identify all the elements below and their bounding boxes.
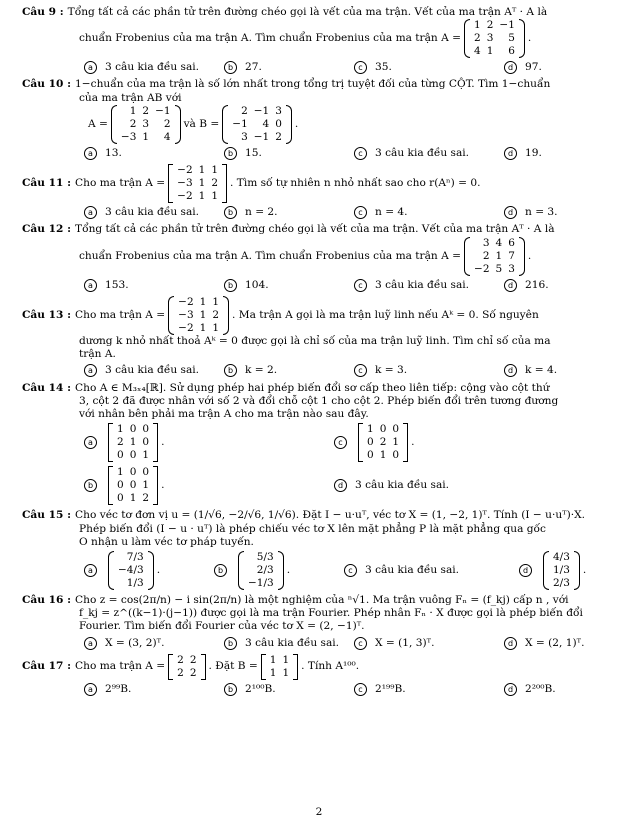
option-marker: c <box>354 683 367 696</box>
question-label: Câu 13 : <box>22 308 72 321</box>
matrix-entry: 1 <box>212 295 220 308</box>
option-b[interactable] <box>224 637 354 650</box>
matrix-entry: 1 <box>282 666 290 679</box>
matrix-right-delimiter <box>175 105 181 144</box>
vector <box>108 551 154 590</box>
option-text: 3 câu kia đều sai. <box>375 146 470 159</box>
matrix-entry: 1 <box>474 19 481 32</box>
option-b[interactable] <box>224 147 354 160</box>
question-16 <box>22 594 620 650</box>
question-text: Cho ma trận A = <box>75 177 166 190</box>
matrix-entry: 2 <box>177 653 184 666</box>
matrix-right-delimiter <box>403 423 408 462</box>
exam-page <box>22 6 620 700</box>
matrix-entry: 0 <box>129 449 137 462</box>
matrix-entry: 1 <box>129 492 137 505</box>
option-d[interactable] <box>504 364 638 377</box>
option-marker: b <box>224 364 237 377</box>
matrix-entry: 1 <box>211 164 219 177</box>
matrix-entry: −2 <box>474 262 490 275</box>
question-12: Câu 12 : Tổng tất cả các phần tử trên đường chéo gọi là vết của ma trận. Vết của ma trận Aᵀ · A là chuẩn Frobenius của ma trận A. Tìm chuẩn Frobenius của ma trận A = 3 4 6 2 1 7 −2 5 3 . a 153. b 104. c 3 câu kia đều sai. d 216. <box>22 223 620 291</box>
option-text: 97. <box>525 61 542 74</box>
option-c[interactable] <box>354 206 504 219</box>
matrix <box>108 423 158 462</box>
matrix-entry: 1 <box>486 45 494 58</box>
matrix-entry: 3 <box>142 117 150 130</box>
option-text: 13. <box>105 146 122 159</box>
matrix-entry: 1 <box>379 449 387 462</box>
matrix-entry: 1 <box>269 653 277 666</box>
question-text: Cho A ∈ M₃ₓ₄[ℝ]. Sử dụng phép hai phép biến đổi sơ cấp theo liên tiếp: cộng vào cột thứ <box>75 381 550 394</box>
matrix <box>464 19 525 58</box>
option-marker: b <box>224 637 237 650</box>
matrix-right-delimiter <box>222 164 227 203</box>
question-17 <box>22 654 620 696</box>
question-label: Câu 10 : <box>22 78 72 91</box>
matrix-entry: −2 <box>178 295 194 308</box>
options <box>22 279 620 292</box>
matrix-right-delimiter <box>286 105 292 144</box>
option-a[interactable] <box>84 637 224 650</box>
option-c[interactable] <box>344 551 519 590</box>
option-text: 3 câu kia đều sai. <box>105 364 200 377</box>
matrix-entry: 3 <box>241 130 248 143</box>
option-a[interactable] <box>84 279 224 292</box>
question-text: Fourier. Tìm biến đổi Fourier của véc tơ X = (2, −1)ᵀ. <box>79 620 365 633</box>
option-marker: a <box>84 637 97 650</box>
option-d[interactable] <box>504 147 638 160</box>
matrix-entry: 0 <box>142 423 150 436</box>
option-d[interactable] <box>504 637 638 650</box>
option-marker: a <box>84 564 97 577</box>
option-text: 19. <box>525 146 542 159</box>
matrix-entry: 0 <box>129 479 137 492</box>
matrix-entry: 1 <box>212 321 220 334</box>
option-text: 104. <box>245 278 269 291</box>
vector-options <box>22 551 620 590</box>
matrix-entries <box>173 654 200 680</box>
question-label: Câu 17 : <box>22 660 72 673</box>
matrix-entry: 6 <box>508 236 515 249</box>
option-d[interactable] <box>334 466 584 505</box>
question-text: . Đặt B = <box>208 660 258 673</box>
matrix-entry: −1/3 <box>248 576 274 589</box>
matrix-entry: 1 <box>198 164 206 177</box>
option-text: X = (3, 2)ᵀ. <box>105 636 165 649</box>
option-b[interactable] <box>224 279 354 292</box>
option-marker: c <box>354 279 367 292</box>
matrix-right-delimiter <box>153 466 158 505</box>
question-text: . Tìm số tự nhiên n nhỏ nhất sao cho r(Aⁿ) = 0. <box>230 177 481 190</box>
option-b[interactable] <box>224 364 354 377</box>
question-text: của ma trận AB với <box>79 91 182 104</box>
matrix-entry: 2 <box>211 177 219 190</box>
option-marker: d <box>519 564 532 577</box>
matrix-entry: 4 <box>495 236 503 249</box>
matrix-entry: 1/3 <box>553 563 570 576</box>
question-label: Câu 16 : <box>22 593 72 606</box>
matrix-entry: 2 <box>212 308 220 321</box>
matrix-entries <box>549 551 574 590</box>
option-text: 3 câu kia đều sai. <box>375 278 470 291</box>
matrix-entry: 2 <box>142 492 150 505</box>
page-number: 2 <box>315 806 323 818</box>
question-text: Tổng tất cả các phần tử trên đường chéo gọi là vết của ma trận. Vết của ma trận Aᵀ · A là <box>67 6 548 18</box>
option-d[interactable] <box>504 206 638 219</box>
option-d[interactable]: d 4/3 1/3 2/3 . <box>519 551 638 590</box>
option-marker: c <box>354 61 367 74</box>
option-text: k = 4. <box>525 364 558 377</box>
matrix-entries <box>113 423 153 462</box>
question-label: Câu 9 : <box>22 6 64 18</box>
matrix-a <box>111 105 181 144</box>
matrix-entries <box>266 654 293 680</box>
matrix-entry: −3 <box>178 308 194 321</box>
option-marker: b <box>224 683 237 696</box>
option-marker: b <box>224 279 237 292</box>
matrix-entries <box>470 237 519 276</box>
option-text: 2⁹⁹B. <box>105 682 132 695</box>
matrix-entry: 1 <box>117 466 124 479</box>
option-marker: d <box>504 683 517 696</box>
options <box>22 637 620 650</box>
option-c[interactable] <box>354 364 504 377</box>
matrix-entry: 1 <box>117 423 124 436</box>
matrix-entry: 1 <box>198 177 206 190</box>
matrix-entry: 1 <box>129 436 137 449</box>
matrix-right-delimiter <box>153 423 158 462</box>
option-marker: d <box>504 279 517 292</box>
option-marker: b <box>84 479 97 492</box>
option-text: 35. <box>375 61 392 74</box>
option-marker: d <box>504 364 517 377</box>
matrix-entry: 1 <box>199 295 207 308</box>
option-d[interactable] <box>504 279 638 292</box>
matrix-entry: 2/3 <box>256 563 274 576</box>
option-a[interactable]: a 1 0 0 2 1 0 0 0 1 . <box>84 423 334 462</box>
matrix-options <box>22 423 620 505</box>
option-marker: a <box>84 436 97 449</box>
matrix-right-delimiter <box>519 237 525 276</box>
matrix-right-delimiter <box>223 296 229 335</box>
question-15 <box>22 509 620 590</box>
question-text: 3, cột 2 đã được nhân với số 2 và đổi chỗ cột 1 cho cột 2. Phép biến đổi trên tương đương <box>79 394 559 407</box>
option-c[interactable] <box>354 637 504 650</box>
question-text: Cho z = cos(2π/n) − i sin(2π/n) là một nghiệm của ⁿ√1. Ma trận vuông Fₙ = (f_kj) cấp n , với <box>75 593 569 606</box>
option-b[interactable] <box>224 61 354 74</box>
matrix-entry: 0 <box>129 466 137 479</box>
option-text: 2²⁰⁰B. <box>525 682 556 695</box>
option-c[interactable] <box>354 61 504 74</box>
matrix-entry: 0 <box>142 436 150 449</box>
matrix-entry: 1 <box>142 449 150 462</box>
matrix-entry: 1 <box>282 653 290 666</box>
matrix-entry: 4/3 <box>553 550 570 563</box>
option-text: 2¹⁰⁰B. <box>245 682 276 695</box>
matrix-entry: −1 <box>499 19 515 32</box>
option-c[interactable] <box>354 279 504 292</box>
matrix-entry: 3 <box>482 236 490 249</box>
option-b[interactable]: b 1 0 0 0 0 1 0 1 2 . <box>84 466 334 505</box>
option-marker: b <box>214 564 227 577</box>
option-marker: d <box>504 61 517 74</box>
matrix-entry: 1 <box>495 249 503 262</box>
matrix-entry: −2 <box>177 190 193 203</box>
question-text: . Ma trận A gọi là ma trận luỹ linh nếu Aᵏ = 0. Số nguyên <box>232 308 539 321</box>
option-marker: c <box>354 147 367 160</box>
matrix-entry: 1 <box>199 308 207 321</box>
matrix-entry: 2 <box>482 249 490 262</box>
matrix-entry: 0 <box>129 423 137 436</box>
option-text: 3 câu kia đều sai. <box>105 206 200 219</box>
matrix-entry: −1 <box>232 117 248 130</box>
options <box>22 147 620 160</box>
matrix-entry: 1 <box>199 321 207 334</box>
matrix-entry: 0 <box>117 449 124 462</box>
matrix-entry: 4 <box>474 45 481 58</box>
matrix-entry: −1 <box>253 130 270 143</box>
option-b[interactable]: b 5/3 2/3 −1/3 . <box>214 551 344 590</box>
question-text: Cho véc tơ đơn vị u = (1/√6, −2/√6, 1/√6). Đặt I − u·uᵀ, véc tơ X = (1, −2, 1)ᵀ. Tính (I − u·uᵀ)·X. <box>75 509 586 522</box>
matrix-entry: −3 <box>120 130 137 143</box>
matrix <box>168 164 227 203</box>
matrix-entries <box>228 105 286 144</box>
matrix-entries <box>244 551 278 590</box>
matrix-entry: 1 <box>142 130 150 143</box>
vector <box>238 551 284 590</box>
question-text: Cho ma trận A = <box>75 308 166 321</box>
matrix-entry: 2 <box>142 104 150 117</box>
matrix-right-delimiter <box>278 551 284 590</box>
matrix-entry: 0 <box>367 436 374 449</box>
option-marker: d <box>334 479 347 492</box>
option-text: 3 câu kia đều sai. <box>105 61 200 74</box>
matrix-right-delimiter <box>293 654 298 680</box>
vector <box>543 551 580 590</box>
matrix-entry: 4 <box>262 117 270 130</box>
option-marker: d <box>504 147 517 160</box>
matrix-entry: −3 <box>177 177 193 190</box>
option-marker: d <box>504 637 517 650</box>
option-marker: a <box>84 364 97 377</box>
question-text: 1−chuẩn của ma trận là số lớn nhất trong tổng trị tuyệt đối của từng CỘT. Tìm 1−chuẩn <box>75 78 551 91</box>
matrix-entry: 2 <box>275 130 282 143</box>
question-text: Cho ma trận A = <box>75 660 166 673</box>
matrix-entry: 0 <box>275 117 282 130</box>
option-c[interactable]: c 1 0 0 0 2 1 0 1 0 . <box>334 423 584 462</box>
matrix-entries <box>470 19 519 58</box>
option-text: 3 câu kia đều sai. <box>365 563 460 576</box>
question-text: với nhân bên phải ma trận A cho ma trận nào sau đây. <box>79 408 369 421</box>
matrix-a-label: A = <box>88 117 108 130</box>
question-text: f_kj = z^((k−1)·(j−1)) được gọi là ma trận Fourier. Phép nhân Fₙ · X được gọi là phép biến đổi <box>79 607 583 620</box>
option-b[interactable] <box>224 206 354 219</box>
question-text: . Tính A¹⁰⁰. <box>301 660 360 673</box>
option-c[interactable] <box>354 147 504 160</box>
option-text: n = 2. <box>245 206 278 219</box>
question-text: O nhận u làm véc tơ pháp tuyến. <box>79 535 254 548</box>
option-a[interactable] <box>84 206 224 219</box>
matrix-entry: 0 <box>392 449 400 462</box>
option-marker: a <box>84 147 97 160</box>
question-text: Tổng tất cả các phần tử trên đường chéo gọi là vết của ma trận. Vết của ma trận Aᵀ · A là <box>75 223 555 236</box>
option-text: n = 3. <box>525 206 558 219</box>
question-9: Câu 9 : Tổng tất cả các phần tử trên đường chéo gọi là vết của ma trận. Vết của ma trận Aᵀ · A là chuẩn Frobenius của ma trận A. Tìm chuẩn Frobenius của ma trận A = 1 2 −1 2 3 5 4 1 6 . a 3 câu kia đều sai. b 27. c 35. d 97. <box>22 6 620 74</box>
matrix-entries <box>113 466 153 505</box>
question-label: Câu 15 : <box>22 509 72 522</box>
matrix-entries <box>363 423 403 462</box>
matrix-entry: 1 <box>269 666 277 679</box>
matrix-entry: 7 <box>508 249 515 262</box>
matrix-entry: 2 <box>117 436 124 449</box>
matrix-entry: 0 <box>392 423 400 436</box>
matrix-entry: 7/3 <box>126 550 144 563</box>
matrix-right-delimiter <box>519 19 525 58</box>
matrix-right-delimiter <box>148 551 154 590</box>
matrix-entry: 0 <box>142 466 150 479</box>
matrix <box>358 423 408 462</box>
matrix-entry: 2 <box>177 666 184 679</box>
matrix-a <box>168 654 205 680</box>
matrix-entry: 2 <box>129 117 137 130</box>
option-c[interactable] <box>354 683 504 696</box>
option-text: 2¹⁹⁹B. <box>375 682 406 695</box>
options <box>22 206 620 219</box>
matrix-entry: 5 <box>495 262 503 275</box>
matrix-entry: 1 <box>367 423 374 436</box>
matrix-entry: 0 <box>367 449 374 462</box>
matrix-entry: 3 <box>508 262 515 275</box>
matrix-entry: 0 <box>117 479 124 492</box>
option-text: 153. <box>105 278 129 291</box>
matrix-entry: 5 <box>508 32 515 45</box>
options <box>22 61 620 74</box>
matrix-b-label: và B = <box>183 117 220 130</box>
option-text: n = 4. <box>375 206 408 219</box>
matrix-entries <box>174 296 223 335</box>
option-a[interactable] <box>84 147 224 160</box>
question-label: Câu 11 : <box>22 177 72 190</box>
matrix-entry: 1 <box>392 436 400 449</box>
option-marker: b <box>224 206 237 219</box>
question-text: trận A. <box>79 348 116 361</box>
option-d[interactable] <box>504 683 638 696</box>
matrix <box>108 466 158 505</box>
option-a[interactable] <box>84 364 224 377</box>
question-text: chuẩn Frobenius của ma trận A. Tìm chuẩn Frobenius của ma trận A = <box>79 249 462 262</box>
option-b[interactable] <box>224 683 354 696</box>
matrix-entry: 2 <box>163 117 171 130</box>
matrix-entry: −2 <box>177 164 193 177</box>
option-a[interactable] <box>84 683 224 696</box>
option-marker: a <box>84 683 97 696</box>
matrix-entry: 3 <box>275 104 282 117</box>
matrix-entry: 2 <box>241 104 248 117</box>
option-marker: c <box>344 564 357 577</box>
matrix-entry: 5/3 <box>256 550 274 563</box>
matrix-entry: 2 <box>379 436 387 449</box>
question-text: Phép biến đổi (I − u · uᵀ) là phép chiếu véc tơ X lên mặt phẳng P là mặt phẳng qua gốc <box>79 522 546 535</box>
matrix-entry: 1 <box>142 479 150 492</box>
matrix-entry: 1/3 <box>126 576 144 589</box>
question-14 <box>22 382 620 506</box>
question-10: Câu 10 : 1−chuẩn của ma trận là số lớn nhất trong tổng trị tuyệt đối của từng CỘT. Tìm 1−chuẩn của ma trận AB với A = 1 2 −1 2 3 2 −3 1 4 và B = 2 −1 3 −1 4 0 3 −1 2 . a 13. b 15. c 3 câu kia đều sai. d 19. <box>22 78 620 160</box>
question-text: chuẩn Frobenius của ma trận A. Tìm chuẩn Frobenius của ma trận A = <box>79 32 462 45</box>
option-a[interactable]: a 7/3 −4/3 1/3 . <box>84 551 214 590</box>
matrix-entry: 1 <box>198 190 206 203</box>
option-marker: b <box>224 147 237 160</box>
question-13 <box>22 296 620 378</box>
matrix-entry: 2 <box>486 19 494 32</box>
matrix-entry: 0 <box>379 423 387 436</box>
option-a[interactable] <box>84 61 224 74</box>
option-text: X = (2, 1)ᵀ. <box>525 636 585 649</box>
option-text: 3 câu kia đều sai. <box>355 479 450 492</box>
matrix-b <box>222 105 292 144</box>
option-marker: c <box>354 637 367 650</box>
option-text: 27. <box>245 61 262 74</box>
matrix-entry: −4/3 <box>118 563 144 576</box>
matrix <box>168 296 229 335</box>
matrix-entry: 4 <box>163 130 171 143</box>
option-marker: d <box>504 206 517 219</box>
matrix-right-delimiter <box>574 551 580 590</box>
matrix-entry: 2/3 <box>553 576 570 589</box>
option-text: X = (1, 3)ᵀ. <box>375 636 435 649</box>
option-marker: c <box>354 364 367 377</box>
option-marker: b <box>224 61 237 74</box>
option-marker: a <box>84 206 97 219</box>
option-d[interactable] <box>504 61 638 74</box>
matrix-entry: −1 <box>253 104 270 117</box>
matrix-entries <box>114 551 148 590</box>
option-marker: c <box>354 206 367 219</box>
matrix-entry: 1 <box>129 104 137 117</box>
matrix-entry: 3 <box>486 32 494 45</box>
matrix-right-delimiter <box>201 654 206 680</box>
option-text: 15. <box>245 146 262 159</box>
matrix-entry: −2 <box>178 321 194 334</box>
matrix-entry: 0 <box>117 492 124 505</box>
matrix-b <box>261 654 298 680</box>
option-text: 3 câu kia đều sai. <box>245 636 340 649</box>
question-11 <box>22 164 620 219</box>
options <box>22 364 620 377</box>
matrix-entry: 1 <box>211 190 219 203</box>
question-label: Câu 14 : <box>22 381 72 394</box>
option-text: k = 2. <box>245 364 278 377</box>
matrix <box>464 237 525 276</box>
option-marker: c <box>334 436 347 449</box>
question-label: Câu 12 : <box>22 223 72 236</box>
option-text: k = 3. <box>375 364 408 377</box>
option-text: 216. <box>525 278 549 291</box>
matrix-entries <box>117 105 175 144</box>
matrix-entry: 2 <box>189 666 197 679</box>
option-marker: a <box>84 61 97 74</box>
matrix-entry: −1 <box>155 104 171 117</box>
options <box>22 683 620 696</box>
matrix-entry: 6 <box>508 45 515 58</box>
matrix-entry: 2 <box>474 32 481 45</box>
question-text: dương k nhỏ nhất thoả Aᵏ = 0 được gọi là chỉ số của ma trận luỹ linh. Tìm chỉ số của ma <box>79 334 551 347</box>
matrix-entries <box>173 164 222 203</box>
option-marker: a <box>84 279 97 292</box>
matrix-entry: 2 <box>189 653 197 666</box>
